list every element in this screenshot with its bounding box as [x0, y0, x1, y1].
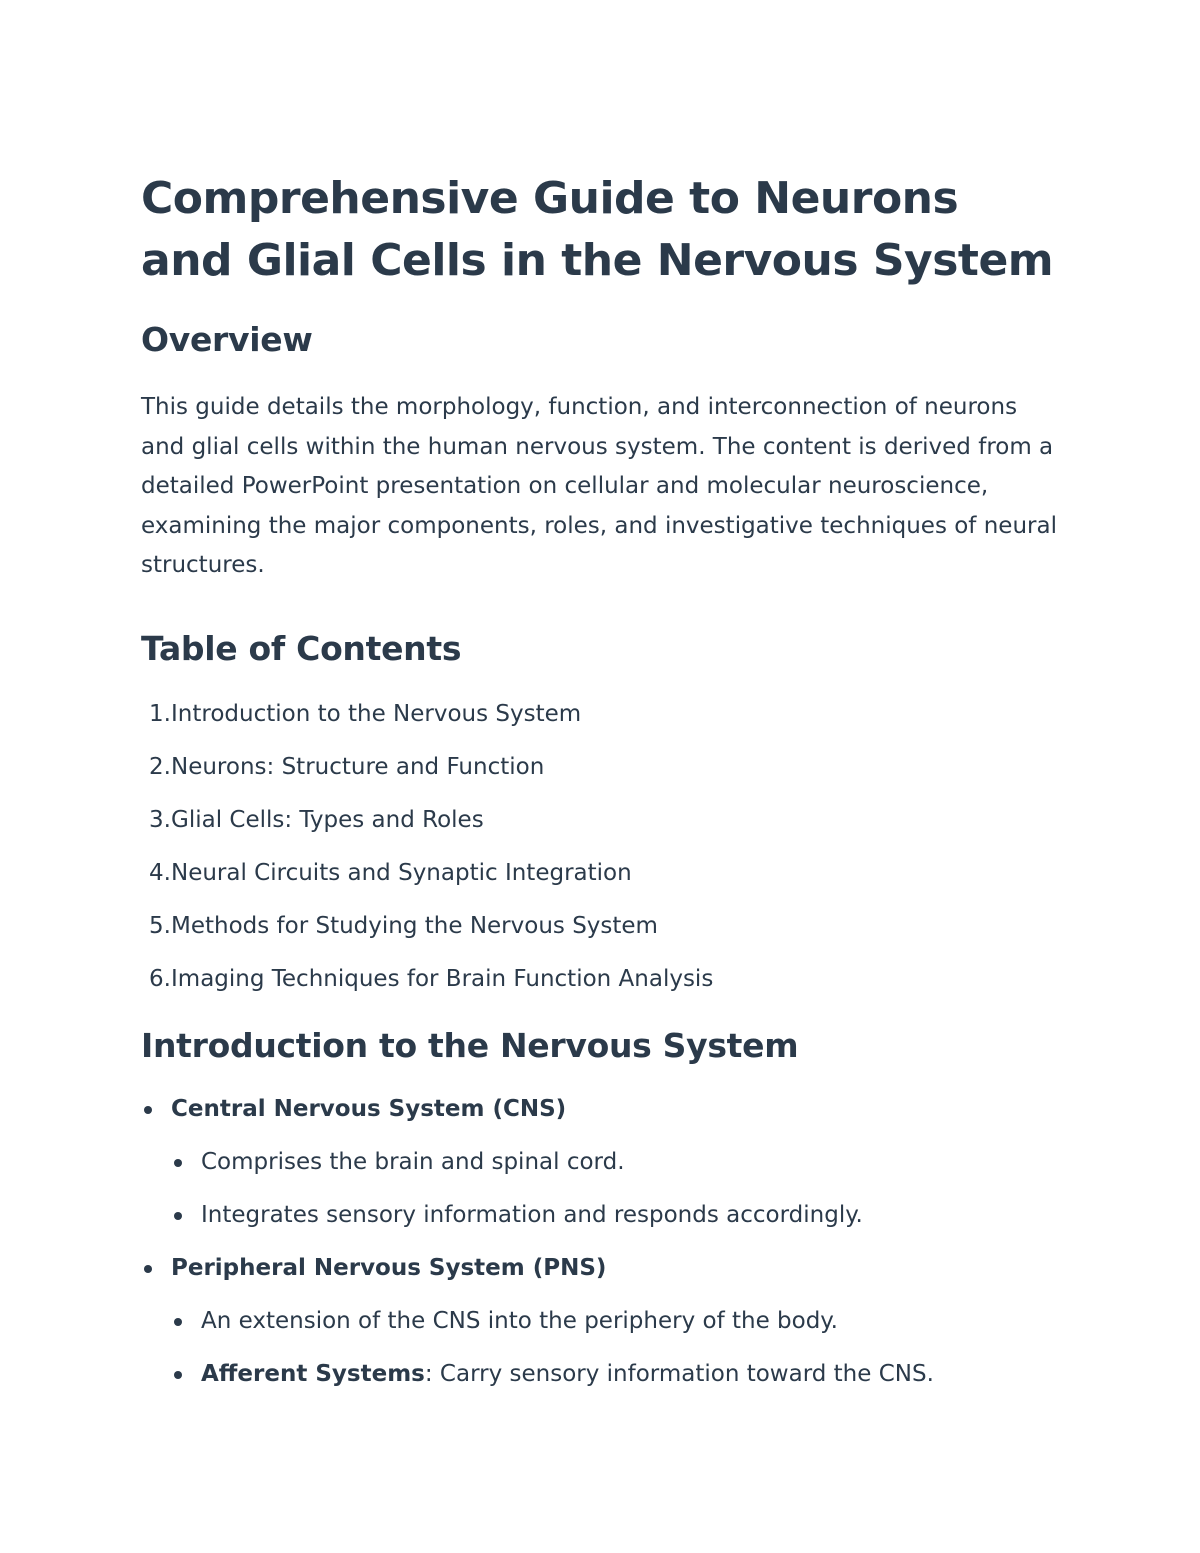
- toc-item-number: 4.: [149, 859, 171, 886]
- toc-item-label: Imaging Techniques for Brain Function Analysis: [171, 965, 714, 992]
- list-item: [141, 1094, 1061, 1125]
- bullet-icon: [144, 1265, 152, 1273]
- toc-item-label: Methods for Studying the Nervous System: [171, 912, 658, 939]
- intro-heading: Introduction to the Nervous System: [141, 1025, 799, 1065]
- document-title: Comprehensive Guide to Neurons and Glial Cells in the Nervous System: [141, 173, 1054, 286]
- cns-point: Integrates sensory information and responds accordingly.: [201, 1201, 863, 1228]
- toc-item-number: 3.: [149, 806, 171, 833]
- toc-item[interactable]: [141, 805, 1061, 836]
- overview-heading: Overview: [141, 320, 313, 359]
- toc-item-label: Neural Circuits and Synaptic Integration: [171, 859, 632, 886]
- toc-item[interactable]: [141, 752, 1061, 783]
- list-item: [141, 1253, 1061, 1284]
- bullet-icon: [174, 1318, 182, 1326]
- bullet-icon: [174, 1159, 182, 1167]
- toc-item-label: Neurons: Structure and Function: [171, 753, 545, 780]
- toc-item-label: Glial Cells: Types and Roles: [171, 806, 484, 833]
- bullet-icon: [174, 1212, 182, 1220]
- afferent-systems-term: Afferent Systems: [201, 1360, 425, 1387]
- toc-item[interactable]: [141, 911, 1061, 942]
- overview-paragraph: This guide details the morphology, function, and interconnection of neurons and glial cells within the human nervous system. The content is derived from a detailed PowerPoint presentation on cellular and molecular neuroscience, examining the major components, roles, and investigative techniques of neural structures.: [141, 394, 1057, 578]
- list-item: [141, 1306, 1061, 1337]
- list-item: [141, 1200, 1061, 1231]
- toc-item-number: 1.: [149, 700, 171, 727]
- intro-bullet-list: [141, 1094, 1061, 1390]
- cns-point: Comprises the brain and spinal cord.: [201, 1148, 625, 1175]
- pns-point: An extension of the CNS into the periphery of the body.: [201, 1307, 838, 1334]
- table-of-contents: [141, 699, 1061, 995]
- toc-item[interactable]: [141, 858, 1061, 889]
- toc-item-number: 6.: [149, 965, 171, 992]
- toc-item-number: 5.: [149, 912, 171, 939]
- toc-item-label: Introduction to the Nervous System: [171, 700, 582, 727]
- toc-item[interactable]: [141, 699, 1061, 730]
- bullet-icon: [144, 1106, 152, 1114]
- bullet-icon: [174, 1371, 182, 1379]
- toc-item-number: 2.: [149, 753, 171, 780]
- toc-item[interactable]: [141, 964, 1061, 995]
- cns-label: Central Nervous System (CNS): [171, 1095, 567, 1122]
- afferent-systems-description: : Carry sensory information toward the CNS.: [424, 1360, 934, 1387]
- list-item: [141, 1359, 1061, 1390]
- document-page: [141, 168, 1061, 1412]
- toc-heading: Table of Contents: [141, 628, 462, 668]
- pns-label: Peripheral Nervous System (PNS): [171, 1254, 607, 1281]
- list-item: [141, 1147, 1061, 1178]
